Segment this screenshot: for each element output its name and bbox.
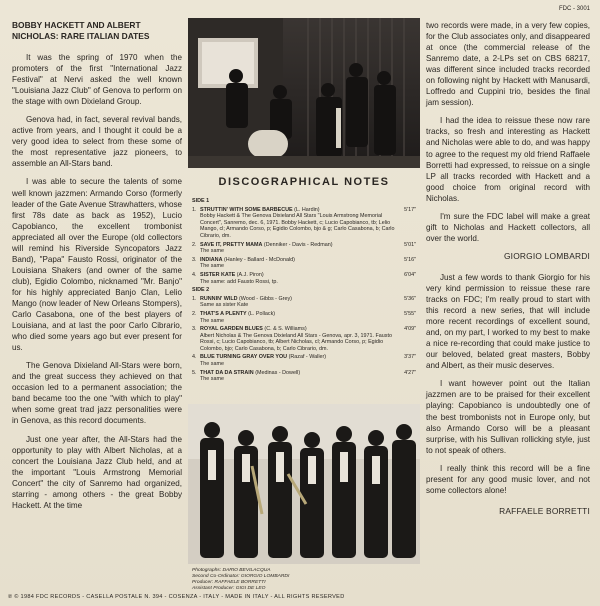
discography-panel	[188, 18, 420, 590]
track-title: SAVE IT, PRETTY MAMA	[200, 241, 263, 248]
track-composer: (Denniker - Davis - Redman)	[263, 241, 333, 248]
track-title: THAT DA DA STRAIN	[200, 369, 254, 376]
track-listing	[192, 196, 416, 385]
track-title: THAT'S A PLENTY	[200, 310, 247, 317]
track-item: 2. THAT'S A PLENTY (L. Pollack) 5'55" The same	[192, 310, 416, 324]
side-2-label: SIDE 2	[192, 287, 210, 294]
right-paragraph-2: I had the idea to reissue these now rare tracks, so fresh and interesting as Hackett and Nicholas were able to do, and was happy to agree to the request my old friend Raffaele Borretti had expressed, to reissue on a single LP all tracks recorded with Hackett and a good choice from original record with Nicholas.	[426, 116, 590, 203]
track-details: Bobby Hackett & The Genova Dixieland All Stars "Louis Armstrong Memorial Concert", Sanremo, dec. 6, 1971. Bobby Hackett, c; Lucio Capobianco, tb; Lelio Mango, cl; Armando Corso, p; Egidio Colombo, bjo & g; Carlo Casabona, b; Carlo Cibrario, dm.	[200, 213, 395, 239]
left-paragraph-5: Just one year after, the All-Stars had the opportunity to play with Albert Nicholas, at a concert the Louisiana Jazz Club held, and at the important "Louis Armstrong Memorial Concert" the city of Sanremo had organized, starring - among others - the great Bobby Hackett. At the time	[12, 434, 182, 510]
track-item: 4. SISTER KATE (A.J. Piron) 6'04" The same: add Fausto Rossi, tp.	[192, 271, 416, 285]
right-paragraph-5: I want however point out the Italian jazzmen are to be praised for their excellent playing: Capobianco is undoubtedly one of the best trombonists not in Europe only, but also Armando Corso will be a pleasant surprise, with his Sullivan rollicking style, just to not speak of others.	[426, 379, 590, 455]
track-duration: 6'04"	[404, 271, 416, 278]
track-details: The same	[200, 317, 224, 324]
track-duration: 5'17"	[404, 206, 416, 213]
track-composer: (Medinas - Dowell)	[255, 369, 301, 376]
track-composer: (L. Pollack)	[248, 310, 276, 317]
right-column	[426, 20, 590, 517]
track-composer: (L. Hardin)	[294, 206, 320, 213]
left-column	[12, 20, 182, 518]
track-details: The same	[200, 248, 224, 255]
track-composer: (A.J. Piron)	[236, 271, 264, 278]
track-item: 4. BLUE TURNING GRAY OVER YOU (Razaf - Waller) 3'37" The same	[192, 354, 416, 368]
side-1-label: SIDE 1	[192, 198, 210, 204]
track-duration: 5'16"	[404, 256, 416, 263]
track-item: 5. THAT DA DA STRAIN (Medinas - Dowell) 4'27" The same	[192, 369, 416, 383]
track-composer: (Wood - Gibbs - Grey)	[239, 295, 292, 302]
track-details: The same: add Fausto Rossi, tp.	[200, 278, 278, 285]
track-details: Same as sister Kate	[200, 302, 249, 309]
discographical-notes-heading: DISCOGRAPHICAL NOTES	[218, 176, 390, 188]
track-item: 1. STRUTTIN' WITH SOME BARBECUE (L. Hardin) 5'17" Bobby Hackett & The Genova Dixieland All Stars "Louis Armstrong Memorial Concert", Sanremo, dec. 6, 1971. Bobby Hackett, c; Lucio Capobianco, tb; Lelio Mango, cl; Armando Corso, p; Egidio Colombo, bjo & g; Carlo Casabona, b; Carlo Cibrario, dm.	[192, 206, 416, 239]
track-title: STRUTTIN' WITH SOME BARBECUE	[200, 206, 293, 213]
right-paragraph-6: I really think this record will be a fine present for any good music lover, and not some collectors alone!	[426, 463, 590, 495]
track-duration: 4'09"	[404, 326, 416, 333]
track-duration: 3'37"	[404, 354, 416, 361]
track-title: SISTER KATE	[200, 271, 236, 278]
right-paragraph-1: two records were made, in a very few copies, for the Club associates only, and disappeared at once (the commercial release of the Sanremo date, a 2-LPs set on CBS 68217, was different since included tracks recorded on following night by Hackett with Manusardi, Loffredo and Cuppini trio, besides the final jam session).	[426, 21, 590, 108]
left-paragraph-3: I was able to secure the talents of some well known jazzmen: Armando Corso (formerly leader of the Gate Avenue Strawhatters, whose first 78s date as back as 1952), Lucio Capobianco, the excellent trombonist appreciated all over the Europe (old collectors will remind his Riverside Syncopators Jazz Band), "Papa" Fausto Rossi, originator of the Louisiana Shakers (and owner of the same club), Egidio Colombo, nicknamed "Mr. Banjo" for his highly appreciated Banjo Clan, Lelio Mango (now leader of New Orleans Stompers), Carlo Casabona, one of the best players of Louisiana, and at last the poor Carlo Cibrario, who died some years ago but ever present for us.	[12, 177, 182, 353]
track-title: INDIANA	[200, 256, 223, 263]
track-duration: 5'55"	[404, 310, 416, 317]
track-item: 2. SAVE IT, PRETTY MAMA (Denniker - Davis - Redman) 5'01" The same	[192, 241, 416, 255]
track-details: Albert Nicholas & The Genova Dixieland All Stars - Genova, apr. 3, 1971. Fausto Rossi, c; Lucio Capobianco, tb; Albert Nicholas, cl; Armando Corso, p; Egidio Colombo, bjo; Carlo Casabona, b; Carlo Cibrario, dm.	[200, 332, 392, 352]
right-paragraph-3: I'm sure the FDC label will make a great gift to Nicholas and Hackett collectors, all over the world.	[426, 211, 590, 243]
track-item: 3. ROYAL GARDEN BLUES (C. & S. Williams) 4'09" Albert Nicholas & The Genova Dixieland All Stars - Genova, apr. 3, 1971. Fausto Rossi, c; Lucio Capobianco, tb; Albert Nicholas, cl; Armando Corso, p; Egidio Colombo, bjo; Carlo Casabona, b; Carlo Cibrario, dm.	[192, 326, 416, 352]
production-credits: Photographs: DARIO BEVILACQUA Second Co-Ordinator: GIORGIO LOMBARDI Producer: RAFFAELE BORRETTI Assistant Producer: GIGI DE LEO	[192, 568, 290, 591]
track-item: 3. INDIANA (Hanley - Ballard - McDonald) 5'16" The same	[192, 256, 416, 270]
track-duration: 4'27"	[404, 369, 416, 376]
right-paragraph-4: Just a few words to thank Giorgio for his very kind permission to reissue these rare tracks on FDC; I'm really proud to start with this record a new series, that will include more recent recordings of excellent sound, and, on my part, I worked to my best to make a nice re-recording that could make justice to our beloved, belated great masters, Bobby and Albert, as their music deserves.	[426, 272, 590, 371]
left-paragraph-2: Genova had, in fact, several revival bands, active from years, and I thought it could be a very good idea to select from these some of the most representative jazz pioneers, to assemble an All-Stars band.	[12, 115, 182, 169]
track-title: ROYAL GARDEN BLUES	[200, 326, 263, 333]
article-title: BOBBY HACKETT AND ALBERT NICHOLAS: RARE ITALIAN DATES	[12, 20, 150, 41]
track-composer: (Hanley - Ballard - McDonald)	[223, 256, 295, 263]
track-details: The same	[200, 361, 224, 368]
catalog-number: FDC - 3001	[558, 6, 590, 12]
signature-lombardi: GIORGIO LOMBARDI	[503, 250, 590, 261]
track-composer: (C. & S. Williams)	[264, 326, 307, 333]
left-paragraph-4: The Genova Dixieland All-Stars were born, and the great success they achieved on that occasion led to a permanent association; the band became too the one "with which to play" when some great trad jazz personalities were in Genova, as this record documents.	[12, 361, 182, 426]
track-details: The same	[200, 376, 224, 383]
track-duration: 5'01"	[404, 241, 416, 248]
left-paragraph-1: It was the spring of 1970 when the promoters of the first "International Jazz Festival" at Nervi asked the well known "Louisiana Jazz Club" of Genova to perform on the stage with own Dixieland Group.	[12, 53, 182, 107]
band-group-photo	[188, 404, 420, 564]
track-item: 1. RUNNIN' WILD (Wood - Gibbs - Grey) 5'36" Same as sister Kate	[192, 295, 416, 309]
track-title: BLUE TURNING GRAY OVER YOU	[200, 354, 288, 361]
copyright-footer: ℗ © 1984 FDC RECORDS - CASELLA POSTALE N. 394 - COSENZA - ITALY - MADE IN ITALY - ALL RIGHTS RESERVED	[8, 594, 345, 600]
track-details: The same	[200, 263, 224, 270]
signature-borretti: RAFFAELE BORRETTI	[499, 505, 590, 516]
band-stage-photo	[188, 18, 420, 168]
track-composer: (Razaf - Waller)	[288, 354, 327, 361]
track-duration: 5'36"	[404, 295, 416, 302]
track-title: RUNNIN' WILD	[200, 295, 238, 302]
